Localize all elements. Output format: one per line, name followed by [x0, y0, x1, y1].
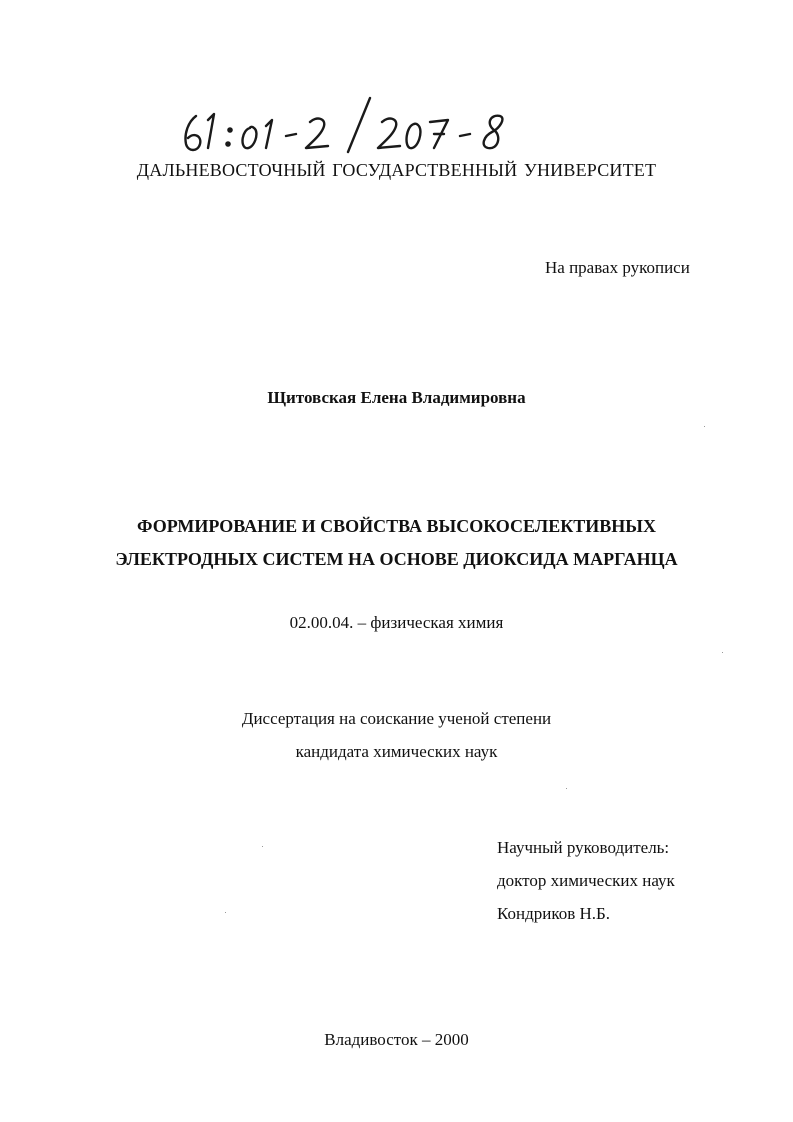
- scan-speck: [566, 788, 567, 789]
- scan-speck: [704, 426, 705, 427]
- supervisor-label: Научный руководитель:: [497, 838, 670, 857]
- handwritten-archive-code: [178, 92, 523, 160]
- supervisor-degree: доктор химических наук: [497, 871, 675, 890]
- title-line-1: ФОРМИРОВАНИЕ И СВОЙСТВА ВЫСОКОСЕЛЕКТИВНЫХ: [137, 516, 656, 536]
- title-line-2: ЭЛЕКТРОДНЫХ СИСТЕМ НА ОСНОВЕ ДИОКСИДА МАРГАНЦА: [115, 549, 678, 569]
- supervisor-name: Кондриков Н.Б.: [497, 904, 611, 923]
- city-year: Владивосток – 2000: [324, 1030, 469, 1049]
- scan-speck: [262, 846, 263, 847]
- author-name: Щитовская Елена Владимировна: [267, 388, 526, 407]
- specialty: 02.00.04. – физическая химия: [289, 613, 504, 632]
- dissertation-line-2: кандидата химических наук: [295, 742, 498, 761]
- scan-speck: [722, 652, 723, 653]
- scan-speck: [225, 912, 226, 913]
- university-name: ДАЛЬНЕВОСТОЧНЫЙ ГОСУДАРСТВЕННЫЙ УНИВЕРСИТЕТ: [136, 160, 657, 180]
- manuscript-note: На правах рукописи: [545, 258, 690, 277]
- dissertation-line-1: Диссертация на соискание ученой степени: [241, 709, 552, 728]
